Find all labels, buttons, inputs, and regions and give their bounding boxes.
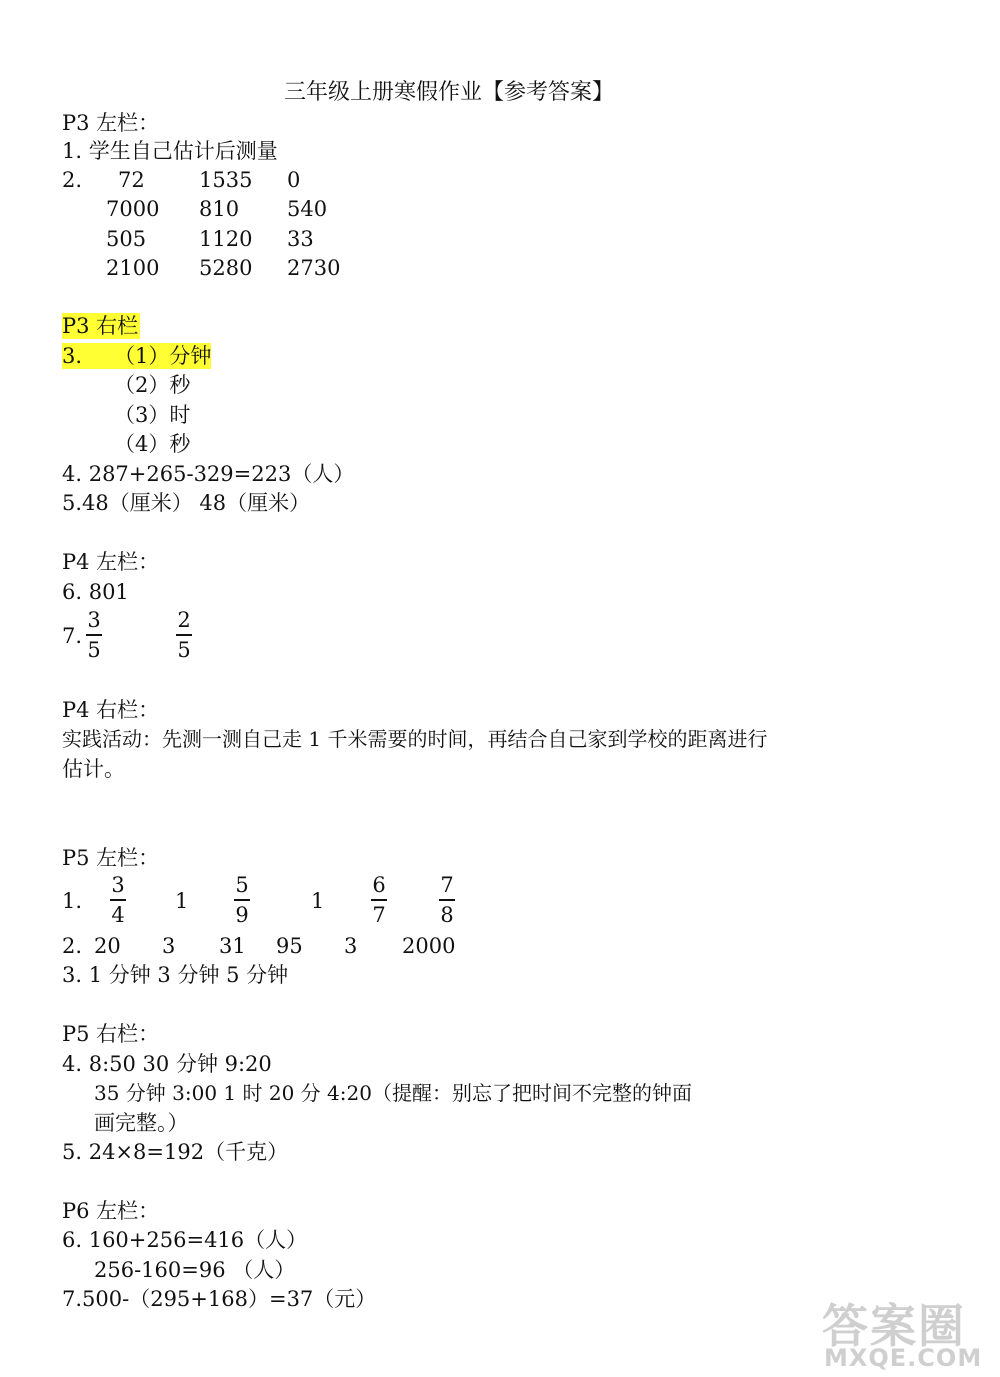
q3-item: （2）秒: [114, 373, 191, 397]
fraction: [232, 873, 252, 927]
answer-p5-q5: 5. 24×8=192（千克）: [62, 1140, 289, 1164]
fraction-numerator: 3: [111, 873, 125, 897]
fraction-bar: [176, 634, 192, 636]
fraction-bar: [86, 634, 102, 636]
fraction-numerator: 2: [177, 608, 191, 632]
q2-cell: 7000: [106, 197, 160, 221]
practice-activity-line: 实践活动：先测一测自己走 1 千米需要的时间，再结合自己家到学校的距离进行: [62, 727, 768, 751]
answer-p5-q4-line: 4. 8:50 30 分钟 9:20: [62, 1052, 272, 1076]
integer-answer: 1: [311, 889, 325, 913]
watermark-text: 答案圈: [822, 1299, 966, 1353]
q2-cell: 505: [106, 227, 147, 251]
q3-item: （1）分钟: [114, 344, 212, 368]
fraction-numerator: 3: [87, 608, 101, 632]
answer-p3-q4: 4. 287+265-329=223（人）: [62, 462, 355, 486]
fraction-denominator: 5: [87, 637, 101, 662]
fraction-bar: [371, 899, 387, 901]
section-heading-p4-right: P4 右栏：: [62, 698, 160, 722]
answer-p5-q3: 3. 1 分钟 3 分钟 5 分钟: [62, 963, 289, 987]
q2-value: 2000: [402, 934, 456, 958]
fraction-bar: [439, 899, 455, 901]
q3-item: （3）时: [114, 403, 191, 427]
q2-cell: 72: [118, 168, 145, 192]
q2-value: 31: [219, 934, 246, 958]
watermark-url: MXQE.COM: [824, 1344, 983, 1372]
section-heading-p6-left: P6 左栏：: [62, 1199, 160, 1223]
answer-p5-q1-label: 1.: [62, 889, 83, 913]
section-heading-p3-left: P3 左栏：: [62, 111, 160, 135]
answer-p5-q4-line: 画完整。）: [94, 1111, 189, 1135]
q2-cell: 540: [287, 197, 328, 221]
q2-cell: 2730: [287, 256, 341, 280]
q2-cell: 2100: [106, 256, 160, 280]
answer-p6-q7: 7.500-（295+168）=37（元）: [62, 1287, 377, 1311]
fraction-denominator: 8: [440, 902, 454, 927]
answer-p5-q4-line: 35 分钟 3:00 1 时 20 分 4:20（提醒：别忘了把时间不完整的钟面: [94, 1081, 692, 1105]
q2-value: 3: [162, 934, 176, 958]
fraction-denominator: 7: [372, 902, 386, 927]
fraction-bar: [110, 899, 126, 901]
fraction: [437, 873, 457, 927]
answer-p3-q2-label: 2.: [62, 168, 83, 192]
fraction: [84, 608, 104, 662]
q2-cell: 1535: [199, 168, 253, 192]
q2-cell: 33: [287, 227, 314, 251]
section-heading-p3-right: P3 右栏: [62, 314, 139, 338]
q2-value: 95: [276, 934, 303, 958]
answer-p4-q6: 6. 801: [62, 580, 129, 604]
integer-answer: 1: [175, 889, 189, 913]
fraction-bar: [234, 899, 250, 901]
practice-activity-line: 估计。: [62, 757, 125, 781]
q2-cell: 1120: [199, 227, 253, 251]
q3-item: （4）秒: [114, 432, 191, 456]
fraction-numerator: 6: [372, 873, 386, 897]
section-heading-p5-left: P5 左栏：: [62, 846, 160, 870]
answer-p6-q6-line: 6. 160+256=416（人）: [62, 1228, 308, 1252]
section-heading-p5-right: P5 右栏：: [62, 1022, 160, 1046]
answer-p3-q1: 1. 学生自己估计后测量: [62, 139, 278, 163]
section-heading-p4-left: P4 左栏：: [62, 550, 160, 574]
q2-value: 3: [344, 934, 358, 958]
q3-number: 3.: [62, 344, 83, 368]
fraction-denominator: 5: [177, 637, 191, 662]
fraction: [108, 873, 128, 927]
fraction: [369, 873, 389, 927]
fraction-numerator: 7: [440, 873, 454, 897]
fraction-denominator: 4: [111, 902, 125, 927]
watermark-logo: [818, 1290, 998, 1374]
q2-cell: 0: [287, 168, 301, 192]
q2-value: 20: [94, 934, 121, 958]
page-title: 三年级上册寒假作业【参考答案】: [284, 80, 615, 105]
answer-p4-q7-label: 7.: [62, 624, 83, 648]
q2-cell: 5280: [199, 256, 253, 280]
answer-p6-q6-line: 256-160=96 （人）: [94, 1258, 296, 1282]
answer-p5-q2-label: 2.: [62, 934, 83, 958]
answer-p3-q5: 5.48（厘米） 48（厘米）: [62, 491, 311, 515]
q2-cell: 810: [199, 197, 240, 221]
fraction: [174, 608, 194, 662]
fraction-numerator: 5: [235, 873, 249, 897]
fraction-denominator: 9: [235, 902, 249, 927]
